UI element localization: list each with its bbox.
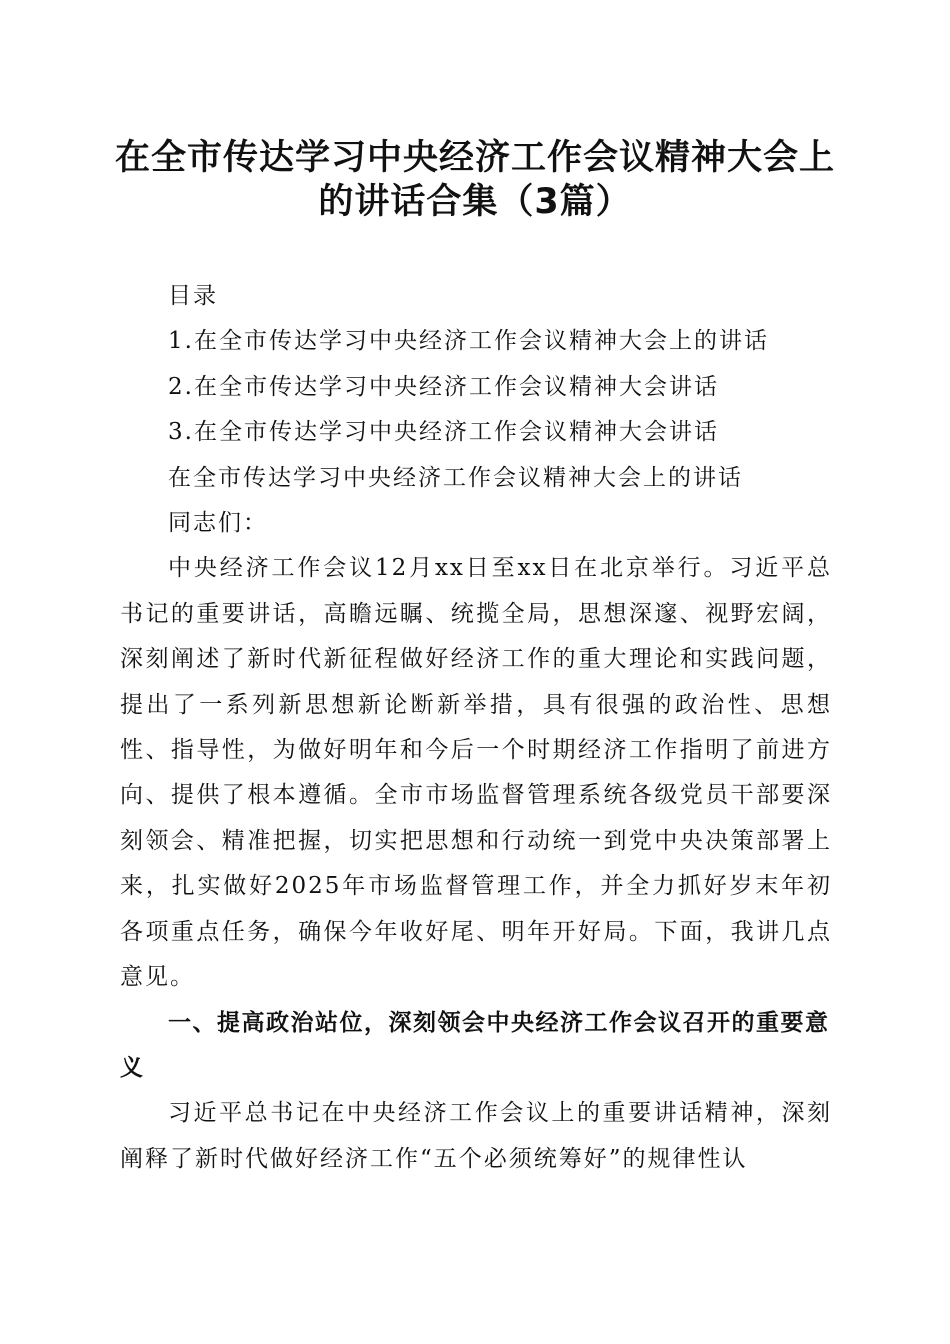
toc-item-2: 2.在全市传达学习中央经济工作会议精神大会讲话: [168, 373, 719, 400]
section-heading-1: 一、提高政治站位，深刻领会中央经济工作会议召开的重要意义: [120, 1009, 830, 1081]
toc-label: 目录: [168, 283, 218, 309]
speech-title: 在全市传达学习中央经济工作会议精神大会上的讲话: [168, 464, 743, 491]
title-line-1: 在全市传达学习中央经济工作会议精神大会上: [114, 138, 835, 178]
toc-item-3: 3.在全市传达学习中央经济工作会议精神大会讲话: [168, 419, 719, 446]
salutation: 同志们：: [168, 510, 268, 537]
paragraph-2: 习近平总书记在中央经济工作会议上的重要讲话精神，深刻阐释了新时代做好经济工作“五个必须统筹好”的规律性认: [120, 1100, 832, 1172]
title-line-2: 的讲话合集（3篇）: [318, 182, 632, 222]
document-title: [100, 136, 850, 224]
toc-item-1: 1.在全市传达学习中央经济工作会议精神大会上的讲话: [168, 328, 769, 355]
document-body: [120, 274, 832, 1182]
paragraph-1: 中央经济工作会议12月xx日至xx日在北京举行。习近平总书记的重要讲话，高瞻远瞩、统揽全局，思想深邃、视野宏阔，深刻阐述了新时代新征程做好经济工作的重大理论和实践问题，提出了一系列新思想新论断新举措，具有很强的政治性、思想性、指导性，为做好明年和今后一个时期经济工作指明了前进方向、提供了根本遵循。全市市场监督管理系统各级党员干部要深刻领会、精准把握，切实把思想和行动统一到党中央决策部署上来，扎实做好2025年市场监督管理工作，并全力抓好岁末年初各项重点任务，确保今年收好尾、明年开好局。下面，我讲几点意见。: [120, 555, 832, 991]
